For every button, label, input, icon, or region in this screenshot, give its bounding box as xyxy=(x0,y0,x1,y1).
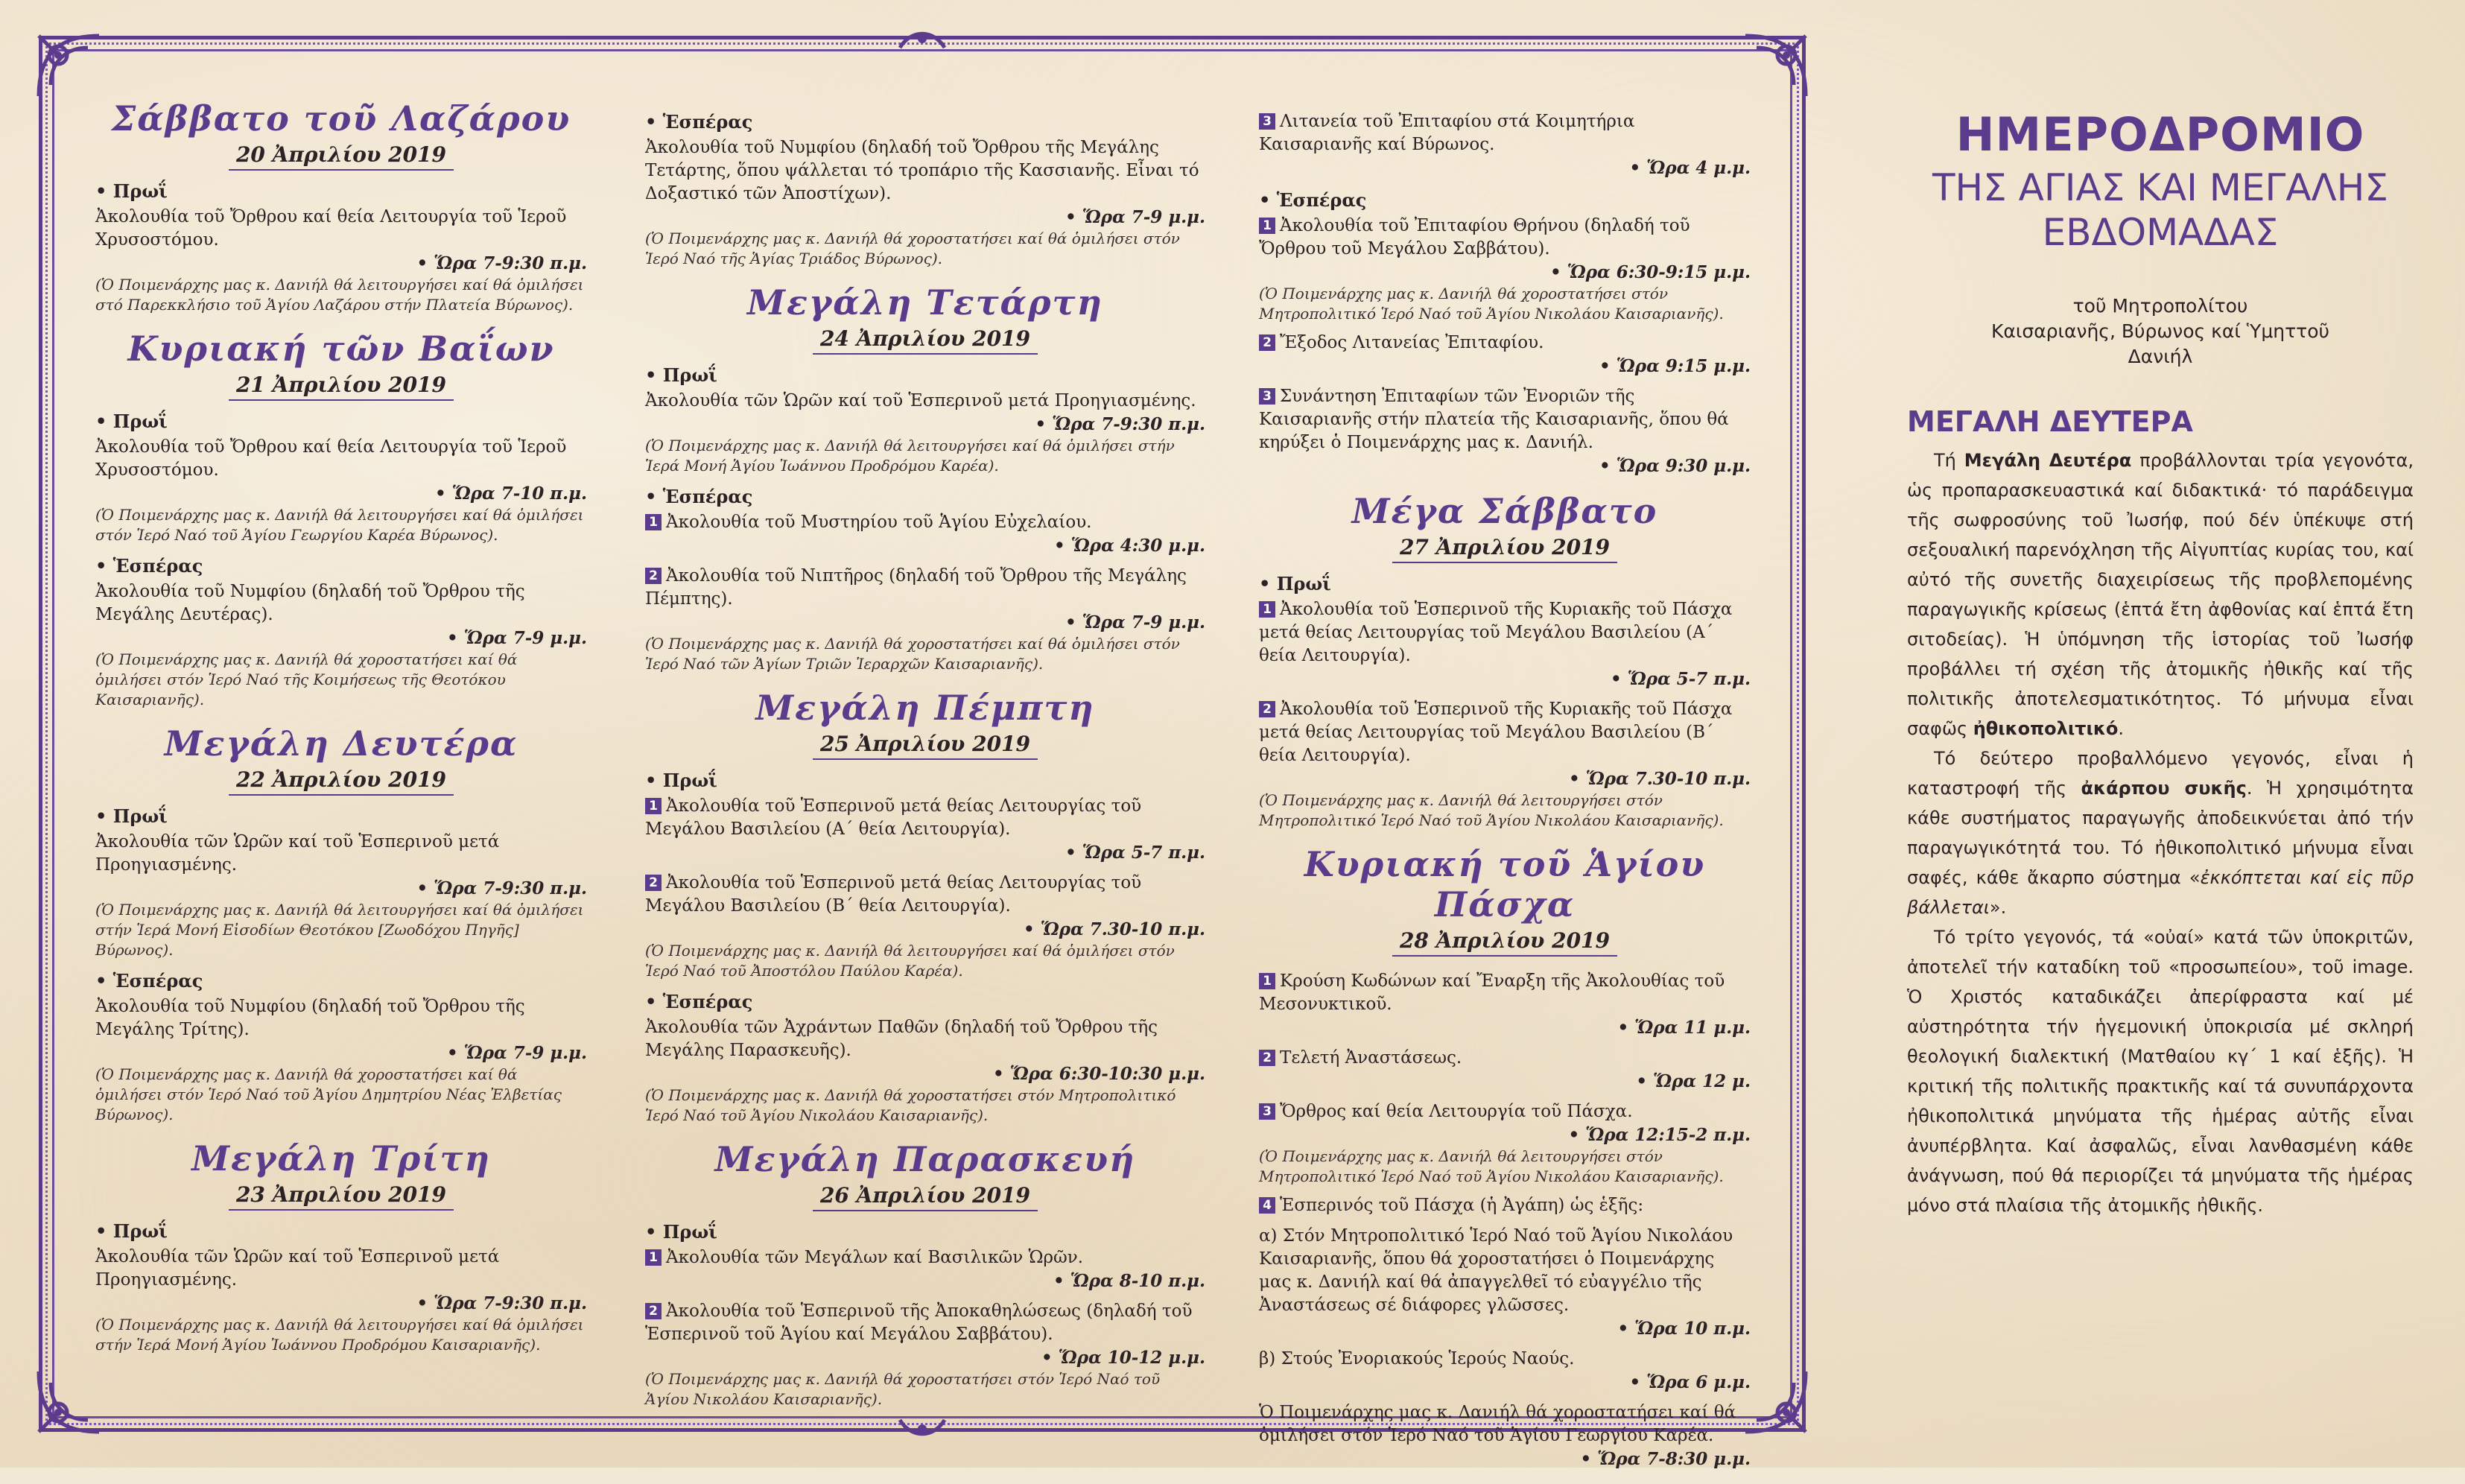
day-title: Μεγάλη Τετάρτη xyxy=(747,282,1103,323)
body-paragraph: Τό δεύτερο προβαλλόμενο γεγονός, εἶναι ἡ καταστροφή τῆς ἀκάρπου συκῆς. Ἡ χρησιμότητα κάθε συστήματος παραγωγῆς ἀποδεικνύεται ἀπό τήν παραγωγικότητά του. Τό ἠθικοπολιτικό μήνυμα εἶναι σαφές, κάθε ἄκαρπο σύστημα «ἐκκόπτεται καί εἰς πῦρ βάλλεται». xyxy=(1907,748,2414,918)
section-heading: ΜΕΓΑΛΗ ΔΕΥΤΕΡΑ xyxy=(1907,405,2193,438)
corner-ornament-icon xyxy=(28,25,110,107)
service-time: • Ὥρα 7-9 μ.μ. xyxy=(95,627,587,650)
item-number-badge: 4 xyxy=(1259,1197,1275,1214)
period-label: • Πρωΐ xyxy=(95,805,587,828)
day-section xyxy=(1259,491,1751,831)
item-number-badge: 1 xyxy=(1259,218,1275,234)
corner-ornament-icon xyxy=(1734,25,1816,107)
service-time: • Ὥρα 7-9:30 π.μ. xyxy=(95,877,587,900)
day-section xyxy=(95,723,587,1125)
service-time: • Ὥρα 4:30 μ.μ. xyxy=(645,534,1205,557)
service-item: Ἀκολουθία τοῦ Νυμφίου (δηλαδή τοῦ Ὄρθρου τῆς Μεγάλης Δευτέρας). • Ὥρα 7-9 μ.μ. (Ὁ Ποιμενάρχης μας κ. Δανιήλ θά χοροστατήσει καί θά ὁμιλήσει στόν Ἱερό Ναό τῆς Κοιμήσεως τῆς Θεοτόκου Καισαριανῆς). xyxy=(95,580,587,710)
day-title: Κυριακή τῶν Βαΐων xyxy=(127,329,555,369)
service-time: • Ὥρα 5-7 π.μ. xyxy=(645,841,1205,864)
item-number-badge: 3 xyxy=(1259,388,1275,405)
service-item: Ἀκολουθία τῶν Ὡρῶν καί τοῦ Ἑσπερινοῦ μετά Προηγιασμένης. • Ὥρα 7-9:30 π.μ. (Ὁ Ποιμενάρχης μας κ. Δανιήλ θά λειτουργήσει καί θά ὁμιλήσει στήν Ἱερά Μονή Εἰσοδίων Θεοτόκου [Ζωοδόχου Πηγῆς] Βύρωνος). xyxy=(95,831,587,960)
period-label: • Ἑσπέρας xyxy=(1259,188,1751,212)
service-note: (Ὁ Ποιμενάρχης μας κ. Δανιήλ θά λειτουργήσει καί θά ὁμιλήσει στήν Ἱερά Μονή Ἁγίου Ἰωάννου Προδρόμου Καρέα). xyxy=(645,437,1175,475)
day-section xyxy=(645,688,1205,1126)
service-item: 4 Ἑσπερινός τοῦ Πάσχα (ἡ Ἀγάπη) ὡς ἑξῆς: xyxy=(1259,1194,1751,1217)
period-label: • Πρωΐ xyxy=(95,1220,587,1243)
day-section xyxy=(95,1138,587,1355)
service-item: Ἀκολουθία τῶν Ὡρῶν καί τοῦ Ἑσπερινοῦ μετά Προηγιασμένης. • Ὥρα 7-9:30 π.μ. (Ὁ Ποιμενάρχης μας κ. Δανιήλ θά λειτουργήσει καί θά ὁμιλήσει στήν Ἱερά Μονή Ἁγίου Ἰωάννου Προδρόμου Καισαριανῆς). xyxy=(95,1246,587,1355)
day-section xyxy=(95,98,587,315)
day-section xyxy=(645,282,1205,674)
day-title: Μέγα Σάββατο xyxy=(1351,491,1658,531)
schedule-column-2 xyxy=(645,110,1205,1423)
service-time: • Ὥρα 9:15 μ.μ. xyxy=(1259,355,1751,378)
service-time: • Ὥρα 7-9 μ.μ. xyxy=(95,1041,587,1065)
item-number-badge: 1 xyxy=(645,798,662,814)
service-time: • Ὥρα 7.30-10 π.μ. xyxy=(1259,767,1751,790)
service-time: • Ὥρα 5-7 π.μ. xyxy=(1259,668,1751,691)
page-subtitle: ΕΒΔΟΜΑΔΑΣ xyxy=(2042,211,2279,254)
service-time: • Ὥρα 4 μ.μ. xyxy=(1259,156,1751,180)
service-time: • Ὥρα 7-8:30 μ.μ. xyxy=(1259,1447,1751,1471)
service-item: 2 Ἔξοδος Λιτανείας Ἐπιταφίου. • Ὥρα 9:15 μ.μ. xyxy=(1259,332,1751,378)
schedule-column-1 xyxy=(95,98,587,1369)
service-time: • Ὥρα 7-10 π.μ. xyxy=(95,482,587,505)
day-title: Σάββατο τοῦ Λαζάρου xyxy=(111,98,571,139)
day-title: Μεγάλη Πέμπτη xyxy=(755,688,1095,728)
service-time: • Ὥρα 6 μ.μ. xyxy=(1259,1371,1751,1394)
service-time: • Ὥρα 11 μ.μ. xyxy=(1259,1016,1751,1039)
service-note: (Ὁ Ποιμενάρχης μας κ. Δανιήλ θά χοροστατήσει καί θά ὁμιλήσει στόν Ἱερό Ναό τῶν Ἁγίων Τριῶν Ἱεραρχῶν Καισαριανῆς). xyxy=(645,635,1180,673)
service-note: (Ὁ Ποιμενάρχης μας κ. Δανιήλ θά λειτουργήσει καί θά ὁμιλήσει στόν Ἱερό Ναό τοῦ Ἁγίου Γεωργίου Καρέα Βύρωνος). xyxy=(95,506,584,544)
author-line: τοῦ Μητροπολίτου xyxy=(2072,295,2248,317)
body-paragraph: Τό τρίτο γεγονός, τά «οὐαί» κατά τῶν ὑποκριτῶν, ἀποτελεῖ τήν καταδίκη τοῦ «προσωπείου», τοῦ image. Ὁ Χριστός καταδικάζει ἀπερίφραστα καί μέ αὐστηρότητα τήν ἡγεμονική ὑποκρισία μέ σκληρή θεολογική διαλεκτική (Ματθαίου κγ΄ 1 καί ἑξῆς). Ἡ κριτική τῆς πολιτικῆς πρακτικῆς καί τά συνυπάρχοντα ἠθικοπολιτικά μηνύματα τῆς ἡμέρας αὐτῆς εἶναι ἀνυπέρβλητα. Καί ἀσφαλῶς, εἶναι λανθασμένη κάθε ἀνάγνωση, πού θά περιορίζει τά μηνύματα τῆς ἡμέρας μόνο στά πλαίσια τῆς ἀτομικῆς ἠθικῆς. xyxy=(1907,927,2414,1216)
day-date: 21 Ἀπριλίου 2019 xyxy=(95,373,587,401)
service-time: • Ὥρα 9:30 μ.μ. xyxy=(1259,454,1751,478)
day-date: 24 Ἀπριλίου 2019 xyxy=(645,327,1205,355)
day-date: 27 Ἀπριλίου 2019 xyxy=(1259,536,1751,563)
item-number-badge: 3 xyxy=(1259,1103,1275,1120)
schedule-column-3 xyxy=(1259,110,1751,1484)
service-time: • Ὥρα 7-9 μ.μ. xyxy=(645,206,1205,229)
service-note: (Ὁ Ποιμενάρχης μας κ. Δανιήλ θά χοροστατήσει καί θά ὁμιλήσει στόν Ἱερό Ναό τῆς Ἁγίας Τριάδος Βύρωνος). xyxy=(645,229,1180,267)
item-number-badge: 1 xyxy=(1259,973,1275,989)
day-section xyxy=(1259,110,1751,478)
service-note: (Ὁ Ποιμενάρχης μας κ. Δανιήλ θά χοροστατήσει στόν Μητροπολιτικό Ἱερό Ναό τοῦ Ἁγίου Νικολάου Καισαριανῆς). xyxy=(645,1086,1176,1124)
corner-ornament-icon xyxy=(28,1360,110,1442)
period-label: • Ἑσπέρας xyxy=(95,969,587,992)
service-note: (Ὁ Ποιμενάρχης μας κ. Δανιήλ θά χοροστατήσει στόν Ἱερό Ναό τοῦ Ἁγίου Νικολάου Καισαριανῆς). xyxy=(645,1370,1161,1408)
day-title: Κυριακή τοῦ Ἁγίου Πάσχα xyxy=(1304,844,1706,925)
day-date: 26 Ἀπριλίου 2019 xyxy=(645,1184,1205,1211)
item-number-badge: 2 xyxy=(645,875,662,891)
service-item: 1 Κρούση Κωδώνων καί Ἔναρξη τῆς Ἀκολουθίας τοῦ Μεσονυκτικοῦ. • Ὥρα 11 μ.μ. xyxy=(1259,970,1751,1039)
service-note: (Ὁ Ποιμενάρχης μας κ. Δανιήλ θά χοροστατήσει καί θά ὁμιλήσει στόν Ἱερό Ναό τῆς Κοιμήσεως τῆς Θεοτόκου Καισαριανῆς). xyxy=(95,650,518,708)
service-item: β) Στούς Ἐνοριακούς Ἱερούς Ναούς. • Ὥρα 6 μ.μ. xyxy=(1259,1348,1751,1394)
item-number-badge: 1 xyxy=(645,514,662,530)
service-item: 3 Λιτανεία τοῦ Ἐπιταφίου στά Κοιμητήρια Καισαριανῆς καί Βύρωνος. • Ὥρα 4 μ.μ. xyxy=(1259,110,1751,180)
item-number-badge: 2 xyxy=(645,1303,662,1319)
period-label: • Πρωΐ xyxy=(645,364,1205,387)
service-note: (Ὁ Ποιμενάρχης μας κ. Δανιήλ θά χοροστατήσει στόν Μητροπολιτικό Ἱερό Ναό τοῦ Ἁγίου Νικολάου Καισαριανῆς). xyxy=(1259,285,1724,323)
day-title: Μεγάλη Δευτέρα xyxy=(164,723,518,764)
day-section xyxy=(645,1139,1205,1410)
period-label: • Πρωΐ xyxy=(645,769,1205,792)
day-date: 22 Ἀπριλίου 2019 xyxy=(95,768,587,796)
author-line: Δανιήλ xyxy=(2128,346,2193,367)
body-paragraph: Τή Μεγάλη Δευτέρα προβάλλονται τρία γεγονότα, ὡς προπαρασκευαστικά καί διδακτικά· τό παράδειγμα τῆς σωφροσύνης τοῦ Ἰωσήφ, πού δέν ὑπέκυψε στή σεξουαλική παρενόχληση τῆς Αἰγυπτίας κυρίας του, καί αὐτό τῆς συνετῆς διαχειρίσεως τῆς προβλεπομένης παραγωγικῆς κρίσεως (ἑπτά ἔτη ἀφθονίας καί ἑπτά ἔτη σιτοδείας). Ἡ ὑπόμνηση τῆς ἱστορίας τοῦ Ἰωσήφ προβάλλει τή σχέση τῆς ἀτομικῆς ἠθικῆς καί τῆς πολιτικῆς ἀποτελεσματικότητος. Τό μήνυμα εἶναι σαφῶς ἠθικοπολιτικό. xyxy=(1907,450,2414,739)
service-note: (Ὁ Ποιμενάρχης μας κ. Δανιήλ θά λειτουργήσει καί θά ὁμιλήσει στήν Ἱερά Μονή Ἁγίου Ἰωάννου Προδρόμου Καισαριανῆς). xyxy=(95,1316,584,1354)
service-item: Ἀκολουθία τῶν Ὡρῶν καί τοῦ Ἑσπερινοῦ μετά Προηγιασμένης. • Ὥρα 7-9:30 π.μ. (Ὁ Ποιμενάρχης μας κ. Δανιήλ θά λειτουργήσει καί θά ὁμιλήσει στήν Ἱερά Μονή Ἁγίου Ἰωάννου Προδρόμου Καρέα). xyxy=(645,390,1205,476)
service-item: α) Στόν Μητροπολιτικό Ἱερό Ναό τοῦ Ἁγίου Νικολάου Καισαριανῆς, ὅπου θά χοροστατήσει ὁ Ποιμενάρχης μας κ. Δανιήλ καί θά ἀπαγγελθεῖ τό εὐαγγέλιο τῆς Ἀναστάσεως σέ διάφορες γλῶσσες. • Ὥρα 10 π.μ. xyxy=(1259,1225,1751,1340)
service-item: Ὁ Ποιμενάρχης μας κ. Δανιήλ θά χοροστατήσει καί θά ὁμιλήσει στόν Ἱερό Ναό τοῦ Ἁγίου Γεωργίου Καρέα. • Ὥρα 7-8:30 μ.μ. xyxy=(1259,1401,1751,1471)
service-item: 1 Ἀκολουθία τοῦ Ἑσπερινοῦ τῆς Κυριακῆς τοῦ Πάσχα μετά θείας Λειτουργίας τοῦ Μεγάλου Βασιλείου (Α΄ θεία Λειτουργία). • Ὥρα 5-7 π.μ. xyxy=(1259,598,1751,691)
period-label: • Πρωΐ xyxy=(95,410,587,433)
period-label: • Ἑσπέρας xyxy=(645,485,1205,508)
service-time: • Ὥρα 6:30-9:15 μ.μ. xyxy=(1259,261,1751,284)
service-item: Ἀκολουθία τοῦ Ὄρθρου καί θεία Λειτουργία τοῦ Ἱεροῦ Χρυσοστόμου. • Ὥρα 7-10 π.μ. (Ὁ Ποιμενάρχης μας κ. Δανιήλ θά λειτουργήσει καί θά ὁμιλήσει στόν Ἱερό Ναό τοῦ Ἁγίου Γεωργίου Καρέα Βύρωνος). xyxy=(95,436,587,545)
service-item: 1 Ἀκολουθία τοῦ Ἐπιταφίου Θρήνου (δηλαδή τοῦ Ὄρθρου τοῦ Μεγάλου Σαββάτου). • Ὥρα 6:30-9:15 μ.μ. (Ὁ Ποιμενάρχης μας κ. Δανιήλ θά χοροστατήσει στόν Μητροπολιτικό Ἱερό Ναό τοῦ Ἁγίου Νικολάου Καισαριανῆς). xyxy=(1259,215,1751,324)
service-note: (Ὁ Ποιμενάρχης μας κ. Δανιήλ θά χοροστατήσει καί θά ὁμιλήσει στόν Ἱερό Ναό τοῦ Ἁγίου Δημητρίου Νέας Ἐλβετίας Βύρωνος). xyxy=(95,1065,562,1123)
service-item: Ἀκολουθία τῶν Ἀχράντων Παθῶν (δηλαδή τοῦ Ὄρθρου τῆς Μεγάλης Παρασκευῆς). • Ὥρα 6:30-10:30 μ.μ. (Ὁ Ποιμενάρχης μας κ. Δανιήλ θά χοροστατήσει στόν Μητροπολιτικό Ἱερό Ναό τοῦ Ἁγίου Νικολάου Καισαριανῆς). xyxy=(645,1016,1205,1126)
title-panel xyxy=(1907,107,2414,1220)
period-label: • Ἑσπέρας xyxy=(645,110,1205,133)
service-item: 1 Ἀκολουθία τοῦ Ἑσπερινοῦ μετά θείας Λειτουργίας τοῦ Μεγάλου Βασιλείου (Α΄ θεία Λειτουργία). • Ὥρα 5-7 π.μ. xyxy=(645,795,1205,864)
service-item: 2 Ἀκολουθία τοῦ Ἑσπερινοῦ τῆς Κυριακῆς τοῦ Πάσχα μετά θείας Λειτουργίας τοῦ Μεγάλου Βασιλείου (Β΄ θεία Λειτουργία). • Ὥρα 7.30-10 π.μ. (Ὁ Ποιμενάρχης μας κ. Δανιήλ θά λειτουργήσει στόν Μητροπολιτικό Ἱερό Ναό τοῦ Ἁγίου Νικολάου Καισαριανῆς). xyxy=(1259,698,1751,831)
top-ornament-icon xyxy=(896,25,948,55)
period-label: • Ἑσπέρας xyxy=(645,990,1205,1013)
day-date: 23 Ἀπριλίου 2019 xyxy=(95,1183,587,1211)
service-item: 2 Ἀκολουθία τοῦ Ἑσπερινοῦ τῆς Ἀποκαθηλώσεως (δηλαδή τοῦ Ἑσπερινοῦ τοῦ Ἁγίου καί Μεγάλου Σαββάτου). • Ὥρα 10-12 μ.μ. (Ὁ Ποιμενάρχης μας κ. Δανιήλ θά χοροστατήσει στόν Ἱερό Ναό τοῦ Ἁγίου Νικολάου Καισαριανῆς). xyxy=(645,1300,1205,1410)
service-item: 1 Ἀκολουθία τῶν Μεγάλων καί Βασιλικῶν Ὡρῶν. • Ὥρα 8-10 π.μ. xyxy=(645,1246,1205,1293)
service-note: (Ὁ Ποιμενάρχης μας κ. Δανιήλ θά λειτουργήσει καί θά ὁμιλήσει στόν Ἱερό Ναό τοῦ Ἀποστόλου Παύλου Καρέα). xyxy=(645,942,1175,980)
service-time: • Ὥρα 7.30-10 π.μ. xyxy=(645,918,1205,941)
period-label: • Ἑσπέρας xyxy=(95,554,587,577)
item-number-badge: 1 xyxy=(645,1249,662,1266)
service-time: • Ὥρα 7-9:30 π.μ. xyxy=(645,413,1205,436)
day-section xyxy=(95,329,587,710)
day-title: Μεγάλη Τρίτη xyxy=(191,1138,491,1179)
service-item: 1 Ἀκολουθία τοῦ Μυστηρίου τοῦ Ἁγίου Εὐχελαίου. • Ὥρα 4:30 μ.μ. xyxy=(645,511,1205,557)
service-time: • Ὥρα 12 μ. xyxy=(1259,1070,1751,1093)
service-note: (Ὁ Ποιμενάρχης μας κ. Δανιήλ θά λειτουργήσει καί θά ὁμιλήσει στό Παρεκκλήσιο τοῦ Ἁγίου Λαζάρου στήν Πλατεία Βύρωνος). xyxy=(95,276,584,314)
service-time: • Ὥρα 10-12 μ.μ. xyxy=(645,1346,1205,1369)
service-item: 3 Ὄρθρος καί θεία Λειτουργία τοῦ Πάσχα. • Ὥρα 12:15-2 π.μ. (Ὁ Ποιμενάρχης μας κ. Δανιήλ θά λειτουργήσει στόν Μητροπολιτικό Ἱερό Ναό τοῦ Ἁγίου Νικολάου Καισαριανῆς). xyxy=(1259,1100,1751,1187)
day-date: 20 Ἀπριλίου 2019 xyxy=(95,143,587,171)
period-label: • Πρωΐ xyxy=(645,1220,1205,1243)
service-item: Ἀκολουθία τοῦ Ὄρθρου καί θεία Λειτουργία τοῦ Ἱεροῦ Χρυσοστόμου. • Ὥρα 7-9:30 π.μ. (Ὁ Ποιμενάρχης μας κ. Δανιήλ θά λειτουργήσει καί θά ὁμιλήσει στό Παρεκκλήσιο τοῦ Ἁγίου Λαζάρου στήν Πλατεία Βύρωνος). xyxy=(95,206,587,315)
page-title: ΗΜΕΡΟΔΡΟΜΙΟ xyxy=(1955,107,2365,162)
day-date: 28 Ἀπριλίου 2019 xyxy=(1259,929,1751,957)
item-number-badge: 2 xyxy=(1259,334,1275,351)
item-number-badge: 1 xyxy=(1259,601,1275,618)
item-number-badge: 3 xyxy=(1259,113,1275,130)
service-time: • Ὥρα 12:15-2 π.μ. xyxy=(1259,1123,1751,1147)
author-line: Καισαριανῆς, Βύρωνος καί Ὑμηττοῦ xyxy=(1991,320,2329,342)
item-number-badge: 2 xyxy=(1259,1050,1275,1066)
service-time: • Ὥρα 7-9 μ.μ. xyxy=(645,611,1205,634)
service-note: (Ὁ Ποιμενάρχης μας κ. Δανιήλ θά λειτουργήσει καί θά ὁμιλήσει στήν Ἱερά Μονή Εἰσοδίων Θεοτόκου [Ζωοδόχου Πηγῆς] Βύρωνος). xyxy=(95,901,584,959)
period-label: • Πρωΐ xyxy=(95,180,587,203)
page-subtitle: ΤΗΣ ΑΓΙΑΣ ΚΑΙ ΜΕΓΑΛΗΣ xyxy=(1932,166,2388,209)
period-label: • Πρωΐ xyxy=(1259,572,1751,595)
service-time: • Ὥρα 6:30-10:30 μ.μ. xyxy=(645,1062,1205,1085)
service-item: 2 Ἀκολουθία τοῦ Νιπτῆρος (δηλαδή τοῦ Ὄρθρου τῆς Μεγάλης Πέμπτης). • Ὥρα 7-9 μ.μ. (Ὁ Ποιμενάρχης μας κ. Δανιήλ θά χοροστατήσει καί θά ὁμιλήσει στόν Ἱερό Ναό τῶν Ἁγίων Τριῶν Ἱεραρχῶν Καισαριανῆς). xyxy=(645,565,1205,674)
day-date: 25 Ἀπριλίου 2019 xyxy=(645,732,1205,760)
item-number-badge: 2 xyxy=(1259,701,1275,717)
service-time: • Ὥρα 8-10 π.μ. xyxy=(645,1269,1205,1293)
day-section xyxy=(645,110,1205,269)
day-section xyxy=(1259,844,1751,1471)
service-item: 2 Ἀκολουθία τοῦ Ἑσπερινοῦ μετά θείας Λειτουργίας τοῦ Μεγάλου Βασιλείου (Β΄ θεία Λειτουργία). • Ὥρα 7.30-10 π.μ. (Ὁ Ποιμενάρχης μας κ. Δανιήλ θά λειτουργήσει καί θά ὁμιλήσει στόν Ἱερό Ναό τοῦ Ἀποστόλου Παύλου Καρέα). xyxy=(645,872,1205,981)
service-time: • Ὥρα 7-9:30 π.μ. xyxy=(95,1292,587,1315)
service-item: Ἀκολουθία τοῦ Νυμφίου (δηλαδή τοῦ Ὄρθρου τῆς Μεγάλης Τετάρτης, ὅπου ψάλλεται τό τροπάριο τῆς Κασσιανῆς. Εἶναι τό Δοξαστικό τῶν Ἀποστίχων). • Ὥρα 7-9 μ.μ. (Ὁ Ποιμενάρχης μας κ. Δανιήλ θά χοροστατήσει καί θά ὁμιλήσει στόν Ἱερό Ναό τῆς Ἁγίας Τριάδος Βύρωνος). xyxy=(645,136,1205,269)
author-block xyxy=(1907,294,2414,370)
service-item: Ἀκολουθία τοῦ Νυμφίου (δηλαδή τοῦ Ὄρθρου τῆς Μεγάλης Τρίτης). • Ὥρα 7-9 μ.μ. (Ὁ Ποιμενάρχης μας κ. Δανιήλ θά χοροστατήσει καί θά ὁμιλήσει στόν Ἱερό Ναό τοῦ Ἁγίου Δημητρίου Νέας Ἐλβετίας Βύρωνος). xyxy=(95,995,587,1125)
service-time: • Ὥρα 10 π.μ. xyxy=(1259,1317,1751,1340)
service-note: (Ὁ Ποιμενάρχης μας κ. Δανιήλ θά λειτουργήσει στόν Μητροπολιτικό Ἱερό Ναό τοῦ Ἁγίου Νικολάου Καισαριανῆς). xyxy=(1259,1147,1724,1185)
service-time: • Ὥρα 7-9:30 π.μ. xyxy=(95,252,587,275)
service-note: (Ὁ Ποιμενάρχης μας κ. Δανιήλ θά λειτουργήσει στόν Μητροπολιτικό Ἱερό Ναό τοῦ Ἁγίου Νικολάου Καισαριανῆς). xyxy=(1259,791,1724,829)
service-item: 2 Τελετή Ἀναστάσεως. • Ὥρα 12 μ. xyxy=(1259,1047,1751,1093)
service-item: 3 Συνάντηση Ἐπιταφίων τῶν Ἐνοριῶν τῆς Καισαριανῆς στήν πλατεία τῆς Καισαριανῆς, ὅπου θά κηρύξει ὁ Ποιμενάρχης μας κ. Δανιήλ. • Ὥρα 9:30 μ.μ. xyxy=(1259,385,1751,478)
item-number-badge: 2 xyxy=(645,568,662,584)
day-title: Μεγάλη Παρασκευή xyxy=(714,1139,1136,1179)
